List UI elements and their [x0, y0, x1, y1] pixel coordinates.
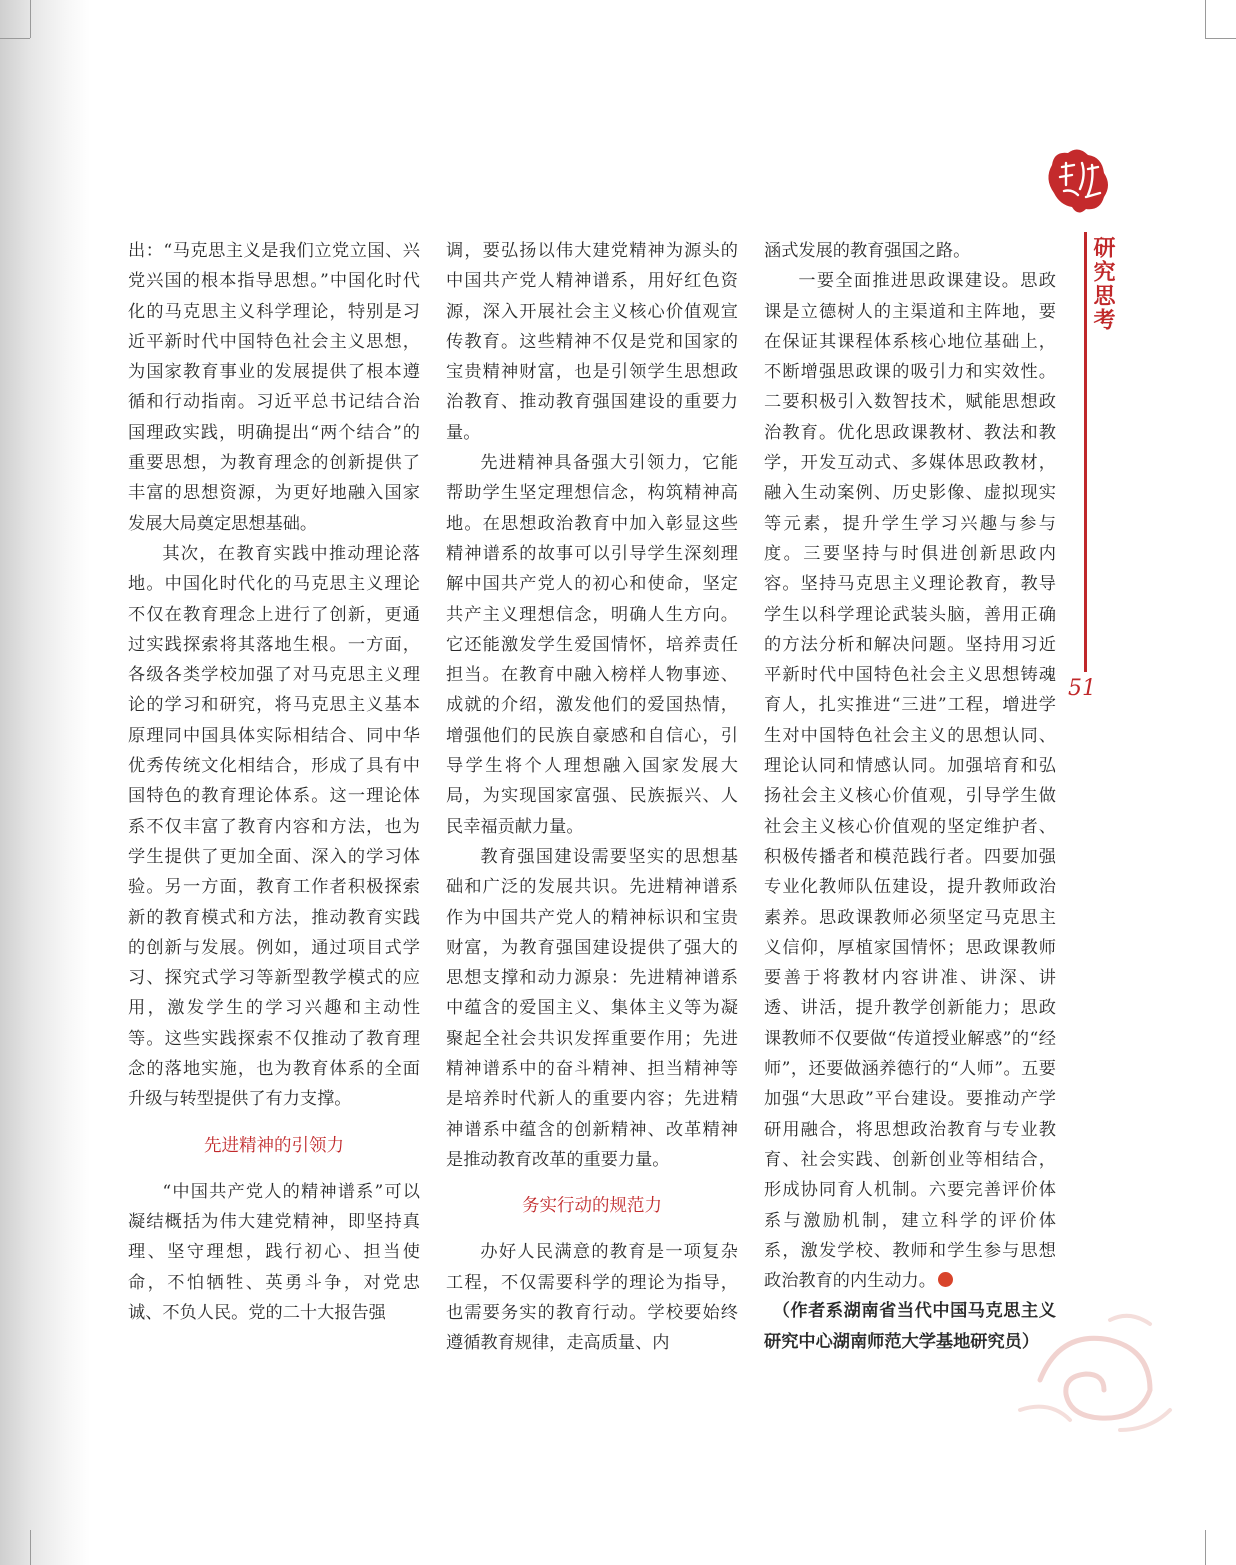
paragraph-text: 一要全面推进思政课建设。思政课是立德树人的主渠道和主阵地，要在保证其课程体系核心地位基础上，不断增强思政课的吸引力和实效性。二要积极引入数智技术，赋能思想政治教育。优化思政课教材、教法和教学，开发互动式、多媒体思政教材，融入生动案例、历史影像、虚拟现实等元素，提升学生学习兴趣与参与度。三要坚持与时俱进创新思政内容。坚持马克思主义理论教育，教导学生以科学理论武装头脑，善用正确的方法分析和解决问题。坚持用习近平新时代中国特色社会主义思想铸魂育人，扎实推进“三进”工程，增进学生对中国特色社会主义的思想认同、理论认同和情感认同。加强培育和弘扬社会主义核心价值观，引导学生做社会主义核心价值观的坚定维护者、积极传播者和模范践行者。四要加强专业化教师队伍建设，提升教师政治素养。思政课教师必须坚定马克思主义信仰，厚植家国情怀；思政课教师要善于将教材内容讲准、讲深、讲透、讲活，提升教学创新能力；思政课教师不仅要做“传道授业解惑”的“经师”，还要做涵养德行的“人师”。五要加强“大思政”平台建设。要推动产学研用融合，将思想政治教育与专业教育、社会实践、创新创业等相结合，形成协同育人机制。六要完善评价体系与激励机制，建立科学的评价体系，激发学校、教师和学生参与思想政治教育的内生动力。	[764, 271, 1056, 1292]
article-end-icon	[938, 1272, 953, 1287]
crop-mark-top-left-h	[0, 38, 30, 39]
crop-mark-top-right	[1205, 0, 1206, 38]
paragraph	[764, 266, 1056, 1296]
article-column-3	[764, 236, 1056, 1357]
crop-mark-bottom-right	[1205, 1530, 1206, 1565]
paragraph: 涵式发展的教育强国之路。	[764, 241, 971, 261]
page-number: 51	[1068, 676, 1096, 701]
section-heading: 务实行动的规范力	[522, 1196, 662, 1217]
paragraph: 其次，在教育实践中推动理论落地。中国化时代化的马克思主义理论不仅在教育理念上进行了创新，更通过实践探索将其落地生根。一方面，各级各类学校加强了对马克思主义理论的学习和研究，将马克思主义基本原理同中国具体实际相结合、同中华优秀传统文化相结合，形成了具有中国特色的教育理论体系。这一理论体系不仅丰富了教育内容和方法，也为学生提供了更加全面、深入的学习体验。另一方面，教育工作者积极探索新的教育模式和方法，推动教育实践的创新与发展。例如，通过项目式学习、探究式学习等新型教学模式的应用，激发学生的学习兴趣和主动性等。这些实践探索不仅推动了教育理念的落地实施，也为教育体系的全面升级与转型提供了有力支撑。	[128, 543, 420, 1110]
crop-mark-bottom-left	[30, 1530, 31, 1565]
paragraph: 先进精神具备强大引领力，它能帮助学生坚定理想信念，构筑精神高地。在思想政治教育中加入彰显这些精神谱系的故事可以引导学生深刻理解中国共产党人的初心和使命，坚定共产主义理想信念，明确人生方向。它还能激发学生爱国情怀，培养责任担当。在教育中融入榜样人物事迹、成就的介绍，激发他们的爱国热情，增强他们的民族自豪感和自信心，引导学生将个人理想融入国家发展大局，为实现国家富强、民族振兴、人民幸福贡献力量。	[446, 453, 738, 837]
magazine-logo-icon	[1042, 145, 1112, 217]
paragraph: 办好人民满意的教育是一项复杂工程，不仅需要科学的理论为指导，也需要务实的教育行动。学校要始终遵循教育规律，走高质量、内	[446, 1242, 738, 1354]
author-note: （作者系湖南省当代中国马克思主义研究中心湖南师范大学基地研究员）	[764, 1301, 1056, 1352]
paragraph: 调，要弘扬以伟大建党精神为源头的中国共产党人精神谱系，用好红色资源，深入开展社会主义核心价值观宣传教育。这些精神不仅是党和国家的宝贵精神财富，也是引领学生思想政治教育、推动教育强国建设的重要力量。	[446, 241, 738, 443]
article-column-2	[446, 236, 738, 1358]
paragraph: “中国共产党人的精神谱系”可以凝结概括为伟大建党精神，即坚持真理、坚守理想，践行初心、担当使命，不怕牺牲、英勇斗争，对党忠诚、不负人民。党的二十大报告强	[128, 1181, 420, 1323]
article-column-1	[128, 236, 420, 1328]
section-tab-label: 研究思考	[1090, 236, 1115, 332]
paragraph: 出：“马克思主义是我们立党立国、兴党兴国的根本指导思想。”中国化时代化的马克思主义科学理论，特别是习近平新时代中国特色社会主义思想，为国家教育事业的发展提供了根本遵循和行动指南。习近平总书记结合治国理政实践，明确提出“两个结合”的重要思想，为教育理念的创新提供了丰富的思想资源，为更好地融入国家发展大局奠定思想基础。	[128, 241, 420, 534]
section-tab	[1084, 232, 1114, 672]
section-heading: 先进精神的引领力	[204, 1135, 344, 1156]
paragraph: 教育强国建设需要坚实的思想基础和广泛的发展共识。先进精神谱系作为中国共产党人的精神标识和宝贵财富，为教育强国建设提供了强大的思想支撑和动力源泉：先进精神谱系中蕴含的爱国主义、集体主义等为凝聚起全社会共识发挥重要作用；先进精神谱系中的奋斗精神、担当精神等是培养时代新人的重要内容；先进精神谱系中蕴含的创新精神、改革精神是推动教育改革的重要力量。	[446, 846, 738, 1170]
crop-mark-top-left	[30, 0, 31, 38]
section-tab-bar	[1084, 232, 1087, 672]
page-fold-shadow	[0, 0, 90, 1565]
crop-mark-top-right-h	[1205, 38, 1236, 39]
